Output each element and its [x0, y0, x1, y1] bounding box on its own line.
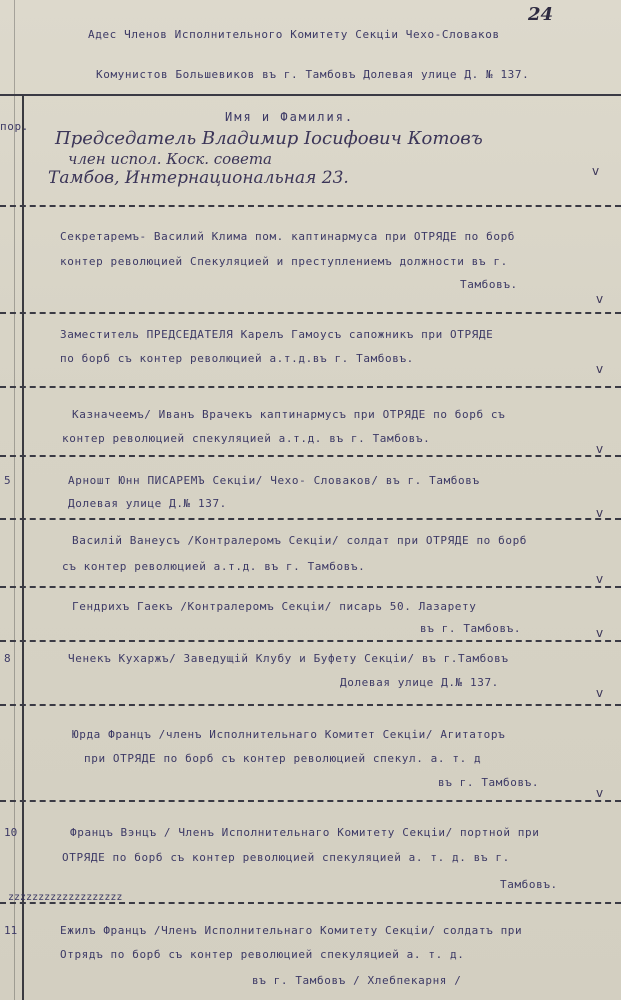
entry-7-line-1: Ченекъ Кухаржъ/ Заведущій Клубу и Буфету Секціи/ въ г.Тамбовъ [68, 652, 509, 665]
entry-3-line-2: контер революцией спекуляцией а.т.д. въ г. Тамбовъ. [62, 432, 431, 445]
entry-2-line-1: Заместитель ПРЕДСЕДАТЕЛЯ Карелъ Гамоусъ сапожникъ при ОТРЯДЕ [60, 328, 494, 341]
row-divider [0, 205, 621, 207]
entry-4-number: 5 [4, 474, 11, 487]
typed-strikeout-mark: zzzzzzzzzzzzzzzzzzz [8, 892, 123, 903]
entry-6-line-1: Гендрихъ Гаекъ /Контралеромъ Секціи/ писарь 50. Лазарету [72, 600, 477, 613]
checkmark: v [596, 442, 604, 456]
checkmark: v [596, 292, 604, 306]
header-line-1: Адес Членов Исполнительного Комитету Секціи Чехо-Словаков [88, 28, 500, 41]
handwritten-line-1: Председатель Владимир Іосифович Котовъ [55, 128, 483, 149]
entry-10-line-2: Отрядъ по борб съ контер революцией спекуляцией а. т. д. [60, 948, 465, 961]
entry-1-line-3: Тамбовъ. [460, 278, 518, 291]
entry-5-line-1: Василій Ванеусъ /Контралеромъ Секціи/ солдат при ОТРЯДЕ по борб [72, 534, 528, 547]
folio-number: 24 [528, 4, 554, 25]
entry-9-line-2: ОТРЯДЕ по борб съ контер революцией спекуляцией а. т. д. въ г. [62, 851, 510, 864]
checkmark: v [596, 786, 604, 800]
checkmark: v [596, 686, 604, 700]
row-divider [0, 586, 621, 588]
entry-3-line-1: Казначеемъ/ Иванъ Врачекъ каптинармусъ при ОТРЯДЕ по борб съ [72, 408, 506, 421]
name-column-header: Имя и Фамилия. [225, 110, 355, 124]
row-divider [0, 640, 621, 642]
entry-8-line-3: въ г. Тамбовъ. [438, 776, 540, 789]
number-column-header: пор. [0, 120, 29, 133]
entry-9-line-1: Францъ Вэнцъ / Членъ Исполнительнаго Комитету Секціи/ портной при [70, 826, 540, 839]
entry-5-line-2: съ контер революцией а.т.д. въ г. Тамбовъ. [62, 560, 366, 573]
row-divider [0, 704, 621, 706]
entry-2-line-2: по борб съ контер революцией а.т.д.въ г. Тамбовъ. [60, 352, 414, 365]
entry-8-line-1: Юрда Францъ /членъ Исполнительнаго Комитет Секціи/ Агитаторъ [72, 728, 506, 741]
row-divider [0, 902, 621, 904]
handwritten-line-3: Тамбов, Интернациональная 23. [48, 168, 349, 188]
number-column-rule [22, 95, 24, 1000]
header-rule [0, 94, 621, 96]
checkmark: v [596, 506, 604, 520]
entry-7-line-2: Долевая улице Д.№ 137. [340, 676, 499, 689]
row-divider [0, 800, 621, 802]
row-divider [0, 518, 621, 520]
entry-10-number: 11 [4, 924, 18, 937]
handwritten-line-2: член испол. Коск. совета [68, 150, 272, 168]
entry-4-line-1: Арношт Юнн ПИСАРЕМЪ Секціи/ Чехо- Словаков/ въ г. Тамбовъ [68, 474, 480, 487]
checkmark: v [596, 626, 604, 640]
row-divider [0, 455, 621, 457]
entry-9-number: 10 [4, 826, 18, 839]
header-line-2: Комунистов Большевиков въ г. Тамбовъ Долевая улице Д. № 137. [96, 68, 530, 81]
entry-1-line-2: контер революцией Спекуляцией и преступлениемъ должности въ г. [60, 255, 508, 268]
row-divider [0, 386, 621, 388]
left-margin-fold [14, 0, 15, 1000]
entry-10-line-1: Ежилъ Францъ /Членъ Исполнительнаго Комитету Секціи/ солдатъ при [60, 924, 523, 937]
checkmark: v [592, 164, 600, 178]
entry-9-line-3: Тамбовъ. [500, 878, 558, 891]
entry-4-line-2: Долевая улице Д.№ 137. [68, 497, 227, 510]
checkmark: v [596, 362, 604, 376]
entry-8-line-2: при ОТРЯДЕ по борб съ контер революцией спекул. а. т. д [84, 752, 482, 765]
entry-1-line-1: Секретаремъ- Василий Клима пом. каптинармуса при ОТРЯДЕ по борб [60, 230, 516, 243]
checkmark: v [596, 572, 604, 586]
entry-6-line-2: въ г. Тамбовъ. [420, 622, 522, 635]
entry-10-line-3: въ г. Тамбовъ / Хлебпекарня / [252, 974, 462, 987]
entry-7-number: 8 [4, 652, 11, 665]
row-divider [0, 312, 621, 314]
